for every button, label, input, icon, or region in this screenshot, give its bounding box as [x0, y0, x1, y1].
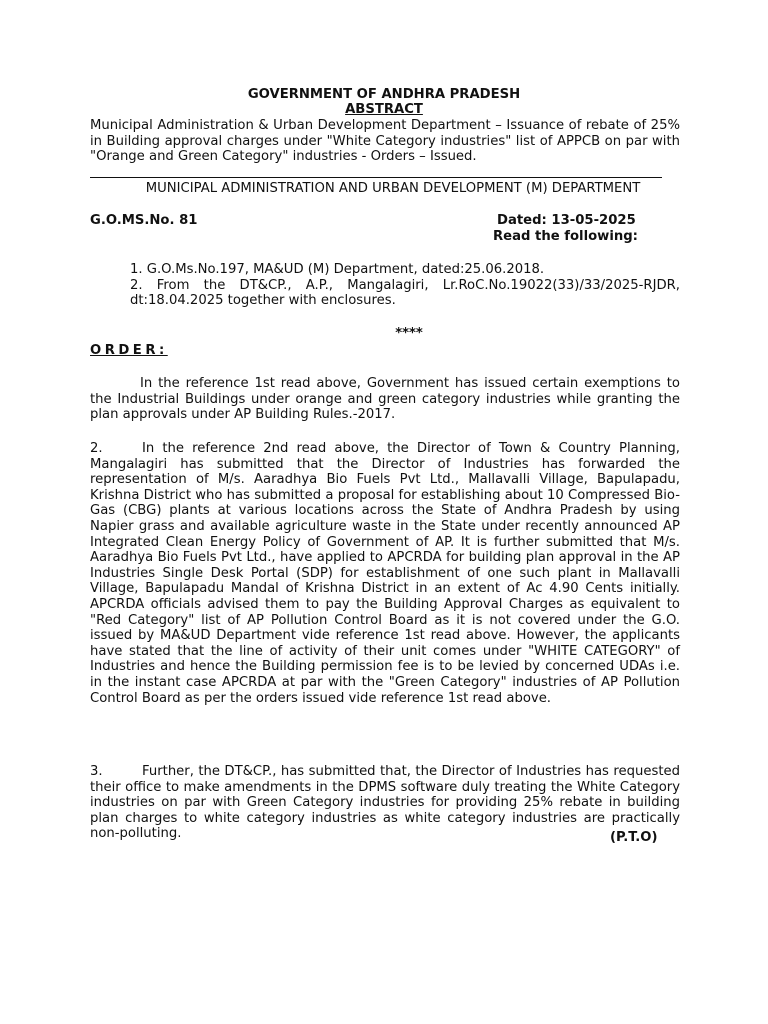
header-divider	[90, 177, 662, 178]
reference-item: 1. G.O.Ms.No.197, MA&UD (M) Department, dated:25.06.2018.	[130, 262, 545, 277]
separator-stars: ****	[395, 326, 423, 341]
reference-item: 2. From the DT&CP., A.P., Mangalagiri, Lr.RoC.No.19022(33)/33/2025-RJDR, dt:18.04.2025 together with enclosures.	[130, 277, 680, 309]
government-title: GOVERNMENT OF ANDHRA PRADESH	[247, 87, 521, 102]
order-paragraph-1: In the reference 1st read above, Government has issued certain exemptions to the Industrial Buildings under orange and green category industries while granting the plan approvals under AP Building Rules.-2017.	[90, 376, 680, 423]
abstract-label: ABSTRACT	[345, 102, 423, 117]
go-number: G.O.MS.No. 81	[90, 213, 198, 228]
order-paragraph-2	[90, 441, 680, 706]
department-name: MUNICIPAL ADMINISTRATION AND URBAN DEVELOPMENT (M) DEPARTMENT	[145, 181, 641, 196]
paragraph-text: In the reference 2nd read above, the Director of Town & Country Planning, Mangalagiri has submitted that the Director of Industries has forwarded the representation of M/s. Aaradhya Bio Fuels Pvt Ltd., Mallavalli Village, Bapulapadu, Krishna District who has submitted a proposal for establishing about 10 Compressed Bio- Gas (CBG) plants at various locations across the State of Andhra Pradesh by using Napier grass and available agriculture waste in the State under recently announced AP Integrated Clean Energy Policy of Government of AP. It is further submitted that M/s. Aaradhya Bio Fuels Pvt Ltd., have applied to APCRDA for building plan approval in the AP Industries Single Desk Portal (SDP) for establishment of one such plant in Mallavalli Village, Bapulapadu Mandal of Krishna District in an extent of Ac 4.90 Cents initially. APCRDA officials advised them to pay the Building Approval Charges as equivalent to "Red Category" list of AP Pollution Control Board as it is not covered under the G.O. issued by MA&UD Department vide reference 1st read above. However, the applicants have stated that the line of activity of their unit comes under "WHITE CATEGORY" of Industries and hence the Building permission fee is to be levied by concerned UDAs i.e. in the instant case APCRDA at par with the "Green Category" industries of AP Pollution Control Board as per the orders issued vide reference 1st read above.	[90, 441, 680, 706]
paragraph-number: 3.	[90, 764, 103, 779]
reference-list	[130, 262, 680, 309]
go-date: Dated: 13-05-2025	[497, 213, 636, 228]
abstract-heading	[0, 102, 768, 118]
order-heading: ORDER:	[90, 343, 168, 358]
paragraph-number: 2.	[90, 441, 103, 456]
paragraph-text: Further, the DT&CP., has submitted that, the Director of Industries has requested their office to make amendments in the DPMS software duly treating the White Category industries on par with Green Category industries for providing 25% rebate in building plan charges to white category industries as white category industries are practically non-polluting.	[90, 764, 680, 842]
pto-marker: (P.T.O)	[610, 830, 658, 845]
read-following-label: Read the following:	[493, 229, 638, 244]
abstract-text: Municipal Administration & Urban Development Department – Issuance of rebate of 25% in Building approval charges under "White Category industries" list of APPCB on par with "Orange and Green Category" industries - Orders – Issued.	[90, 118, 680, 165]
order-paragraph-3	[90, 764, 680, 842]
